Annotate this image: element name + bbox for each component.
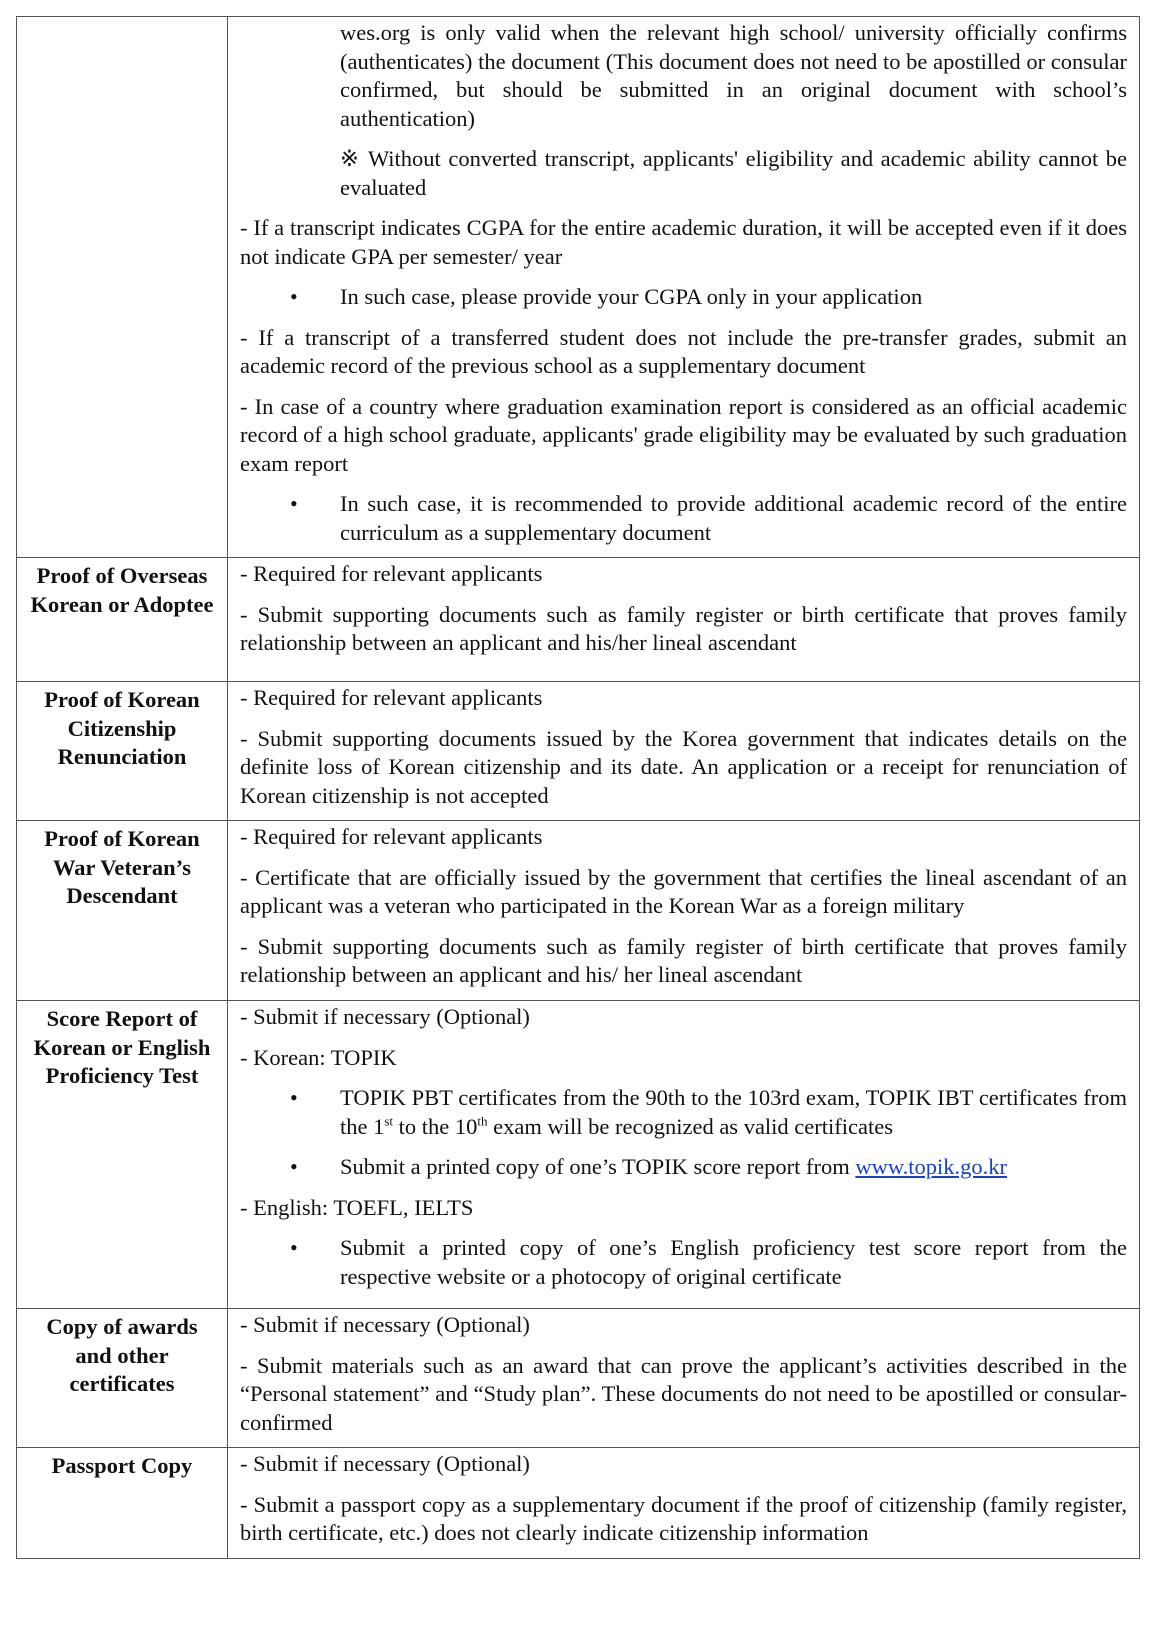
bullet-text	[340, 1085, 1127, 1139]
row-label: Copy of awards and other certificates	[17, 1309, 228, 1448]
text-run: TOPIK PBT certificates from the 90th to the 103rd exam, TOPIK IBT certificates from the 1	[340, 1085, 1127, 1139]
paragraph: - Submit a passport copy as a supplementary document if the proof of citizenship (family register, birth certificate, etc.) does not clearly indicate citizenship information	[240, 1491, 1127, 1545]
row-label: Proof of Korean Citizenship Renunciation	[17, 682, 228, 821]
row-label: Proof of Overseas Korean or Adoptee	[17, 558, 228, 682]
bullet-item	[240, 1084, 1127, 1141]
table-row	[17, 821, 1140, 1001]
row-label	[17, 17, 228, 558]
paragraph: - Korean: TOPIK	[240, 1044, 397, 1070]
row-content	[228, 682, 1140, 821]
table-row	[17, 1448, 1140, 1559]
paragraph: - English: TOEFL, IELTS	[240, 1194, 474, 1220]
row-content	[228, 17, 1140, 558]
table-row	[17, 17, 1140, 558]
row-label: Proof of Korean War Veteran’s Descendant	[17, 821, 228, 1001]
row-content	[228, 558, 1140, 682]
row-content	[228, 1309, 1140, 1448]
bullet-item	[240, 1153, 1127, 1182]
paragraph: - Submit supporting documents such as family register or birth certificate that proves family relationship between an applicant and his/her lineal ascendant	[240, 601, 1127, 655]
topik-link[interactable]: www.topik.go.kr	[855, 1154, 1007, 1179]
paragraph: - Submit supporting documents such as family register of birth certificate that proves family relationship between an applicant and his/ her lineal ascendant	[240, 933, 1127, 987]
table-row	[17, 558, 1140, 682]
paragraph: - Required for relevant applicants	[240, 685, 543, 710]
bullet-item	[240, 283, 1127, 312]
paragraph: wes.org is only valid when the relevant high school/ university officially confirms (authenticates) the document (This document does not need to be apostilled or consular confirmed, but should be submitted in an original document with school’s authentication)	[340, 20, 1127, 131]
bullet-item	[240, 1234, 1127, 1291]
paragraph: - Submit if necessary (Optional)	[240, 1312, 530, 1337]
table-row	[17, 682, 1140, 821]
superscript: st	[384, 1113, 394, 1128]
bullet-text: In such case, please provide your CGPA only in your application	[340, 284, 923, 309]
paragraph: - If a transcript indicates CGPA for the entire academic duration, it will be accepted even if it does not indicate GPA per semester/ year	[240, 215, 1127, 269]
paragraph: - Required for relevant applicants	[240, 561, 543, 586]
superscript: th	[477, 1113, 488, 1128]
paragraph: - Submit if necessary (Optional)	[240, 1004, 530, 1029]
bullet-icon: •	[290, 1085, 298, 1110]
bullet-text: In such case, it is recommended to provide additional academic record of the entire curriculum as a supplementary document	[340, 491, 1127, 545]
paragraph: - Required for relevant applicants	[240, 824, 543, 849]
paragraph: - Submit if necessary (Optional)	[240, 1451, 530, 1476]
text-run: exam will be recognized as valid certificates	[487, 1113, 893, 1139]
paragraph: - Submit materials such as an award that can prove the applicant’s activities described in the “Personal statement” and “Study plan”. These documents do not need to be apostilled or consular-confirmed	[240, 1352, 1127, 1435]
bullet-icon: •	[290, 1154, 298, 1179]
paragraph: - Certificate that are officially issued by the government that certifies the lineal ascendant of an applicant was a veteran who participated in the Korean War as a foreign military	[240, 864, 1127, 918]
paragraph: - If a transcript of a transferred student does not include the pre-transfer grades, submit an academic record of the previous school as a supplementary document	[240, 324, 1127, 378]
text-run: to the 10	[393, 1113, 478, 1139]
bullet-item	[240, 490, 1127, 547]
bullet-icon: •	[290, 1235, 298, 1260]
paragraph: - In case of a country where graduation examination report is considered as an official academic record of a high school graduate, applicants' grade eligibility may be evaluated by such graduation exam report	[240, 393, 1127, 476]
paragraph: - Submit supporting documents issued by the Korea government that indicates details on the definite loss of Korean citizenship and its date. An application or a receipt for renunciation of Korean citizenship is not accepted	[240, 725, 1127, 808]
row-content	[228, 1001, 1140, 1309]
row-content	[228, 821, 1140, 1001]
bullet-icon: •	[290, 491, 298, 516]
paragraph: ※ Without converted transcript, applicants' eligibility and academic ability cannot be evaluated	[340, 146, 1127, 200]
row-label: Score Report of Korean or English Proficiency Test	[17, 1001, 228, 1309]
row-content	[228, 1448, 1140, 1559]
bullet-icon: •	[290, 284, 298, 309]
table-row	[17, 1001, 1140, 1309]
requirements-table	[16, 16, 1140, 1559]
bullet-text: Submit a printed copy of one’s English proficiency test score report from the respective website or a photocopy of original certificate	[340, 1235, 1127, 1289]
text-run: Submit a printed copy of one’s TOPIK score report from	[340, 1154, 856, 1179]
bullet-text	[340, 1154, 1007, 1179]
table-row	[17, 1309, 1140, 1448]
row-label: Passport Copy	[17, 1448, 228, 1559]
